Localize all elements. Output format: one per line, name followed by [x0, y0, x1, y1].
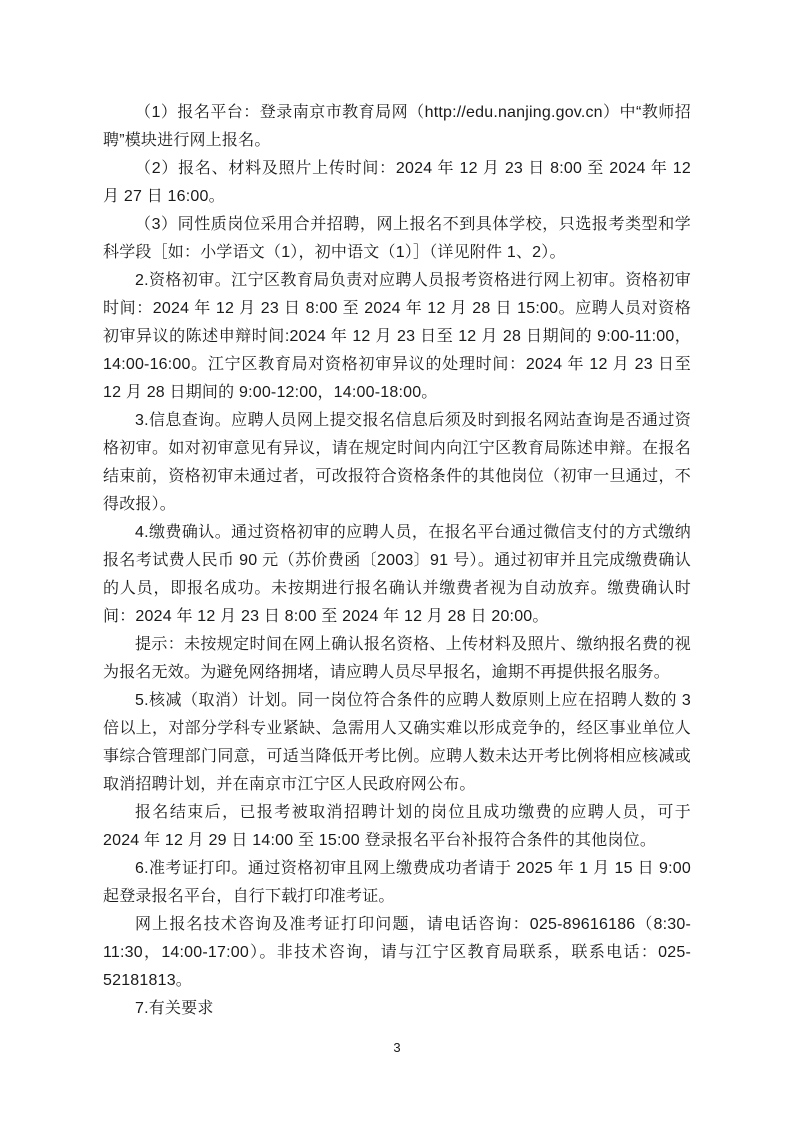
document-body [103, 99, 691, 1023]
paragraph-qualification-review: 2.资格初审。江宁区教育局负责对应聘人员报考资格进行网上初审。资格初审时间：2024 年 12 月 23 日 8:00 至 2024 年 12 月 28 日 15:00。应聘人员对资格初审异议的陈述申辩时间:2024 年 12 月 23 日至 12 月 28 日期间的 9:00-11:00，14:00-16:00。江宁区教育局对资格初审异议的处理时间：2024 年 12 月 23 日至 12 月 28 日期间的 9:00-12:00，14:00-18:00。 [103, 272, 691, 401]
paragraph-notice: 提示：未按规定时间在网上确认报名资格、上传材料及照片、缴纳报名费的视为报名无效。为避免网络拥堵，请应聘人员尽早报名，逾期不再提供报名服务。 [103, 636, 691, 681]
paragraph-supplementary-registration: 报名结束后，已报考被取消招聘计划的岗位且成功缴费的应聘人员，可于 2024 年 12 月 29 日 14:00 至 15:00 登录报名平台补报符合条件的其他岗位。 [103, 804, 691, 849]
paragraph-consultation-phones: 网上报名技术咨询及准考证打印问题，请电话咨询：025-89616186（8:30-11:30，14:00-17:00）。非技术咨询，请与江宁区教育局联系，联系电话：025-52181813。 [103, 916, 691, 989]
paragraph-plan-reduction: 5.核减（取消）计划。同一岗位符合条件的应聘人数原则上应在招聘人数的 3 倍以上，对部分学科专业紧缺、急需用人又确实难以形成竞争的，经区事业单位人事综合管理部门同意，可适当降低开考比例。应聘人数未达开考比例将相应核减或取消招聘计划，并在南京市江宁区人民政府网公布。 [103, 692, 691, 793]
paragraph-registration-platform: （1）报名平台：登录南京市教育局网（http://edu.nanjing.gov.cn）中“教师招聘”模块进行网上报名。 [103, 104, 691, 149]
paragraph-requirements-heading: 7.有关要求 [135, 1000, 214, 1017]
paragraph-upload-time: （2）报名、材料及照片上传时间：2024 年 12 月 23 日 8:00 至 2024 年 12 月 27 日 16:00。 [103, 160, 691, 205]
paragraph-merged-positions: （3）同性质岗位采用合并招聘，网上报名不到具体学校，只选报考类型和学科学段［如：小学语文（1），初中语文（1）］（详见附件 1、2）。 [103, 216, 691, 261]
paragraph-admission-ticket: 6.准考证打印。通过资格初审且网上缴费成功者请于 2025 年 1 月 15 日 9:00 起登录报名平台，自行下载打印准考证。 [103, 860, 691, 905]
page-number: 3 [393, 1040, 401, 1055]
paragraph-payment-confirmation: 4.缴费确认。通过资格初审的应聘人员，在报名平台通过微信支付的方式缴纳报名考试费人民币 90 元（苏价费函〔2003〕91 号）。通过初审并且完成缴费确认的人员，即报名成功。未按期进行报名确认并缴费者视为自动放弃。缴费确认时间：2024 年 12 月 23 日 8:00 至 2024 年 12 月 28 日 20:00。 [103, 524, 691, 625]
paragraph-info-query: 3.信息查询。应聘人员网上提交报名信息后须及时到报名网站查询是否通过资格初审。如对初审意见有异议，请在规定时间内向江宁区教育局陈述申辩。在报名结束前，资格初审未通过者，可改报符合资格条件的其他岗位（初审一旦通过，不得改报）。 [103, 412, 691, 513]
